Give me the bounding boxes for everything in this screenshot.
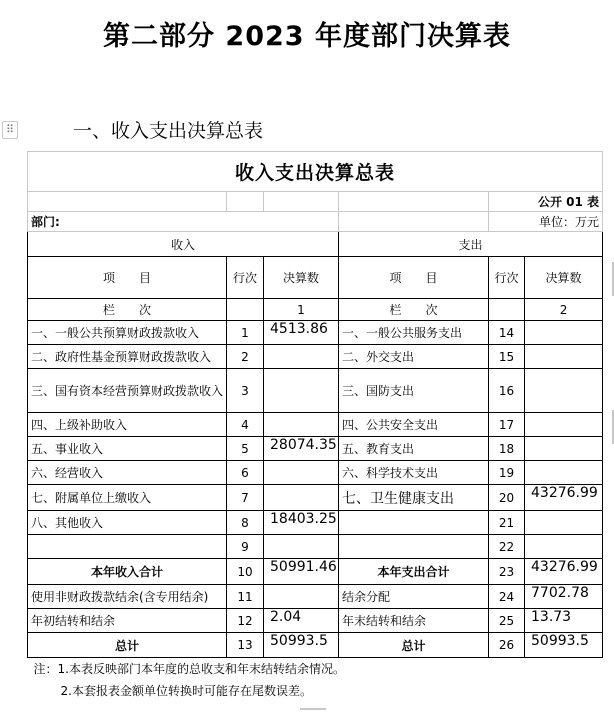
income-row-no: 8 — [227, 511, 264, 535]
col-amount-expense: 决算数 — [525, 257, 603, 299]
expense-row-no: 18 — [489, 437, 525, 461]
lanci-label-income: 栏 次 — [28, 299, 227, 321]
income-row-no: 6 — [227, 461, 264, 485]
table-row — [28, 437, 603, 461]
expense-row-no: 25 — [489, 609, 525, 633]
expense-header: 支出 — [339, 232, 603, 257]
expense-label: 年末结转和结余 — [339, 609, 489, 633]
income-row-no: 3 — [227, 369, 264, 413]
table-row — [28, 535, 603, 559]
expense-value: 43276.99 — [525, 485, 603, 511]
income-value: 4513.86 — [264, 321, 339, 345]
table-row-grand-total — [28, 633, 603, 658]
note-line-2: 2.本套报表金额单位转换时可能存在尾数误差。 — [60, 684, 312, 698]
page-edge-marker — [300, 708, 326, 710]
expense-grand-total-value: 50993.5 — [525, 633, 603, 658]
income-label: 六、经营收入 — [28, 461, 227, 485]
income-header: 收入 — [28, 232, 339, 257]
income-row-no: 4 — [227, 413, 264, 437]
expense-label — [339, 535, 489, 559]
income-value: 28074.35 — [264, 437, 339, 461]
income-label — [28, 535, 227, 559]
income-label: 七、附属单位上缴收入 — [28, 485, 227, 511]
expense-value: 13.73 — [525, 609, 603, 633]
table-row-total — [28, 559, 603, 585]
table-row — [28, 345, 603, 369]
table-row — [28, 585, 603, 609]
table-row — [28, 485, 603, 511]
note-line-1: 注：1.本表反映部门本年度的总收支和年末结转结余情况。 — [33, 662, 345, 677]
table-row — [28, 511, 603, 535]
expense-label: 四、公共安全支出 — [339, 413, 489, 437]
expense-row-no: 22 — [489, 535, 525, 559]
income-label: 使用非财政拨款结余(含专用结余) — [28, 585, 227, 609]
income-value — [264, 413, 339, 437]
expense-value — [525, 369, 603, 413]
expense-value — [525, 437, 603, 461]
expense-row-no: 17 — [489, 413, 525, 437]
expense-total-label: 本年支出合计 — [339, 559, 489, 585]
income-value: 2.04 — [264, 609, 339, 633]
expense-row-no: 14 — [489, 321, 525, 345]
col-row-no-income: 行次 — [227, 257, 264, 299]
table-row — [28, 321, 603, 345]
expense-value: 7702.78 — [525, 585, 603, 609]
table-code: 公开 01 表 — [489, 192, 603, 212]
unit-label: 单位：万元 — [489, 212, 603, 232]
income-row-no: 5 — [227, 437, 264, 461]
page-title: 第二部分 2023 年度部门决算表 — [103, 21, 511, 52]
expense-row-no: 26 — [489, 633, 525, 658]
table-row — [28, 369, 603, 413]
income-row-no: 13 — [227, 633, 264, 658]
income-row-no: 2 — [227, 345, 264, 369]
expense-row-no: 20 — [489, 485, 525, 511]
income-label: 三、国有资本经营预算财政拨款收入 — [28, 369, 227, 413]
table-row — [28, 461, 603, 485]
expense-row-no: 23 — [489, 559, 525, 585]
summary-table — [27, 151, 603, 702]
col-row-no-expense: 行次 — [489, 257, 525, 299]
expense-value — [525, 413, 603, 437]
drag-handle-icon[interactable]: ⠿ — [2, 121, 18, 139]
expense-row-no: 16 — [489, 369, 525, 413]
income-value — [264, 369, 339, 413]
dept-label: 部门: — [28, 212, 339, 232]
table-row — [28, 413, 603, 437]
expense-label: 七、卫生健康支出 — [339, 485, 489, 511]
table-title: 收入支出决算总表 — [28, 152, 603, 192]
lanci-expense: 2 — [525, 299, 603, 321]
expense-value — [525, 535, 603, 559]
lanci-income: 1 — [264, 299, 339, 321]
expense-value — [525, 345, 603, 369]
section-heading: 一、收入支出决算总表 — [73, 120, 264, 142]
expense-value — [525, 321, 603, 345]
income-row-no: 1 — [227, 321, 264, 345]
income-row-no: 9 — [227, 535, 264, 559]
income-row-no: 11 — [227, 585, 264, 609]
income-value: 18403.25 — [264, 511, 339, 535]
lanci-label-expense: 栏 次 — [339, 299, 489, 321]
col-item-income: 项 目 — [28, 257, 227, 299]
expense-label: 结余分配 — [339, 585, 489, 609]
income-value — [264, 535, 339, 559]
expense-label: 六、科学技术支出 — [339, 461, 489, 485]
expense-label — [339, 511, 489, 535]
income-value — [264, 461, 339, 485]
expense-label: 二、外交支出 — [339, 345, 489, 369]
expense-total-value: 43276.99 — [525, 559, 603, 585]
expense-row-no: 15 — [489, 345, 525, 369]
col-item-expense: 项 目 — [339, 257, 489, 299]
income-grand-total-value: 50993.5 — [264, 633, 339, 658]
col-amount-income: 决算数 — [264, 257, 339, 299]
expense-grand-total-label: 总计 — [339, 633, 489, 658]
income-label: 五、事业收入 — [28, 437, 227, 461]
expense-value — [525, 461, 603, 485]
income-label: 一、一般公共预算财政拨款收入 — [28, 321, 227, 345]
income-row-no: 10 — [227, 559, 264, 585]
expense-label: 一、一般公共服务支出 — [339, 321, 489, 345]
income-value — [264, 485, 339, 511]
income-row-no: 7 — [227, 485, 264, 511]
expense-row-no: 24 — [489, 585, 525, 609]
income-row-no: 12 — [227, 609, 264, 633]
table-row — [28, 609, 603, 633]
income-label: 四、上级补助收入 — [28, 413, 227, 437]
income-label: 二、政府性基金预算财政拨款收入 — [28, 345, 227, 369]
income-total-value: 50991.46 — [264, 559, 339, 585]
income-grand-total-label: 总计 — [28, 633, 227, 658]
expense-label: 三、国防支出 — [339, 369, 489, 413]
income-total-label: 本年收入合计 — [28, 559, 227, 585]
income-value — [264, 345, 339, 369]
expense-value — [525, 511, 603, 535]
income-label: 八、其他收入 — [28, 511, 227, 535]
income-label: 年初结转和结余 — [28, 609, 227, 633]
expense-label: 五、教育支出 — [339, 437, 489, 461]
expense-row-no: 21 — [489, 511, 525, 535]
income-value — [264, 585, 339, 609]
expense-row-no: 19 — [489, 461, 525, 485]
